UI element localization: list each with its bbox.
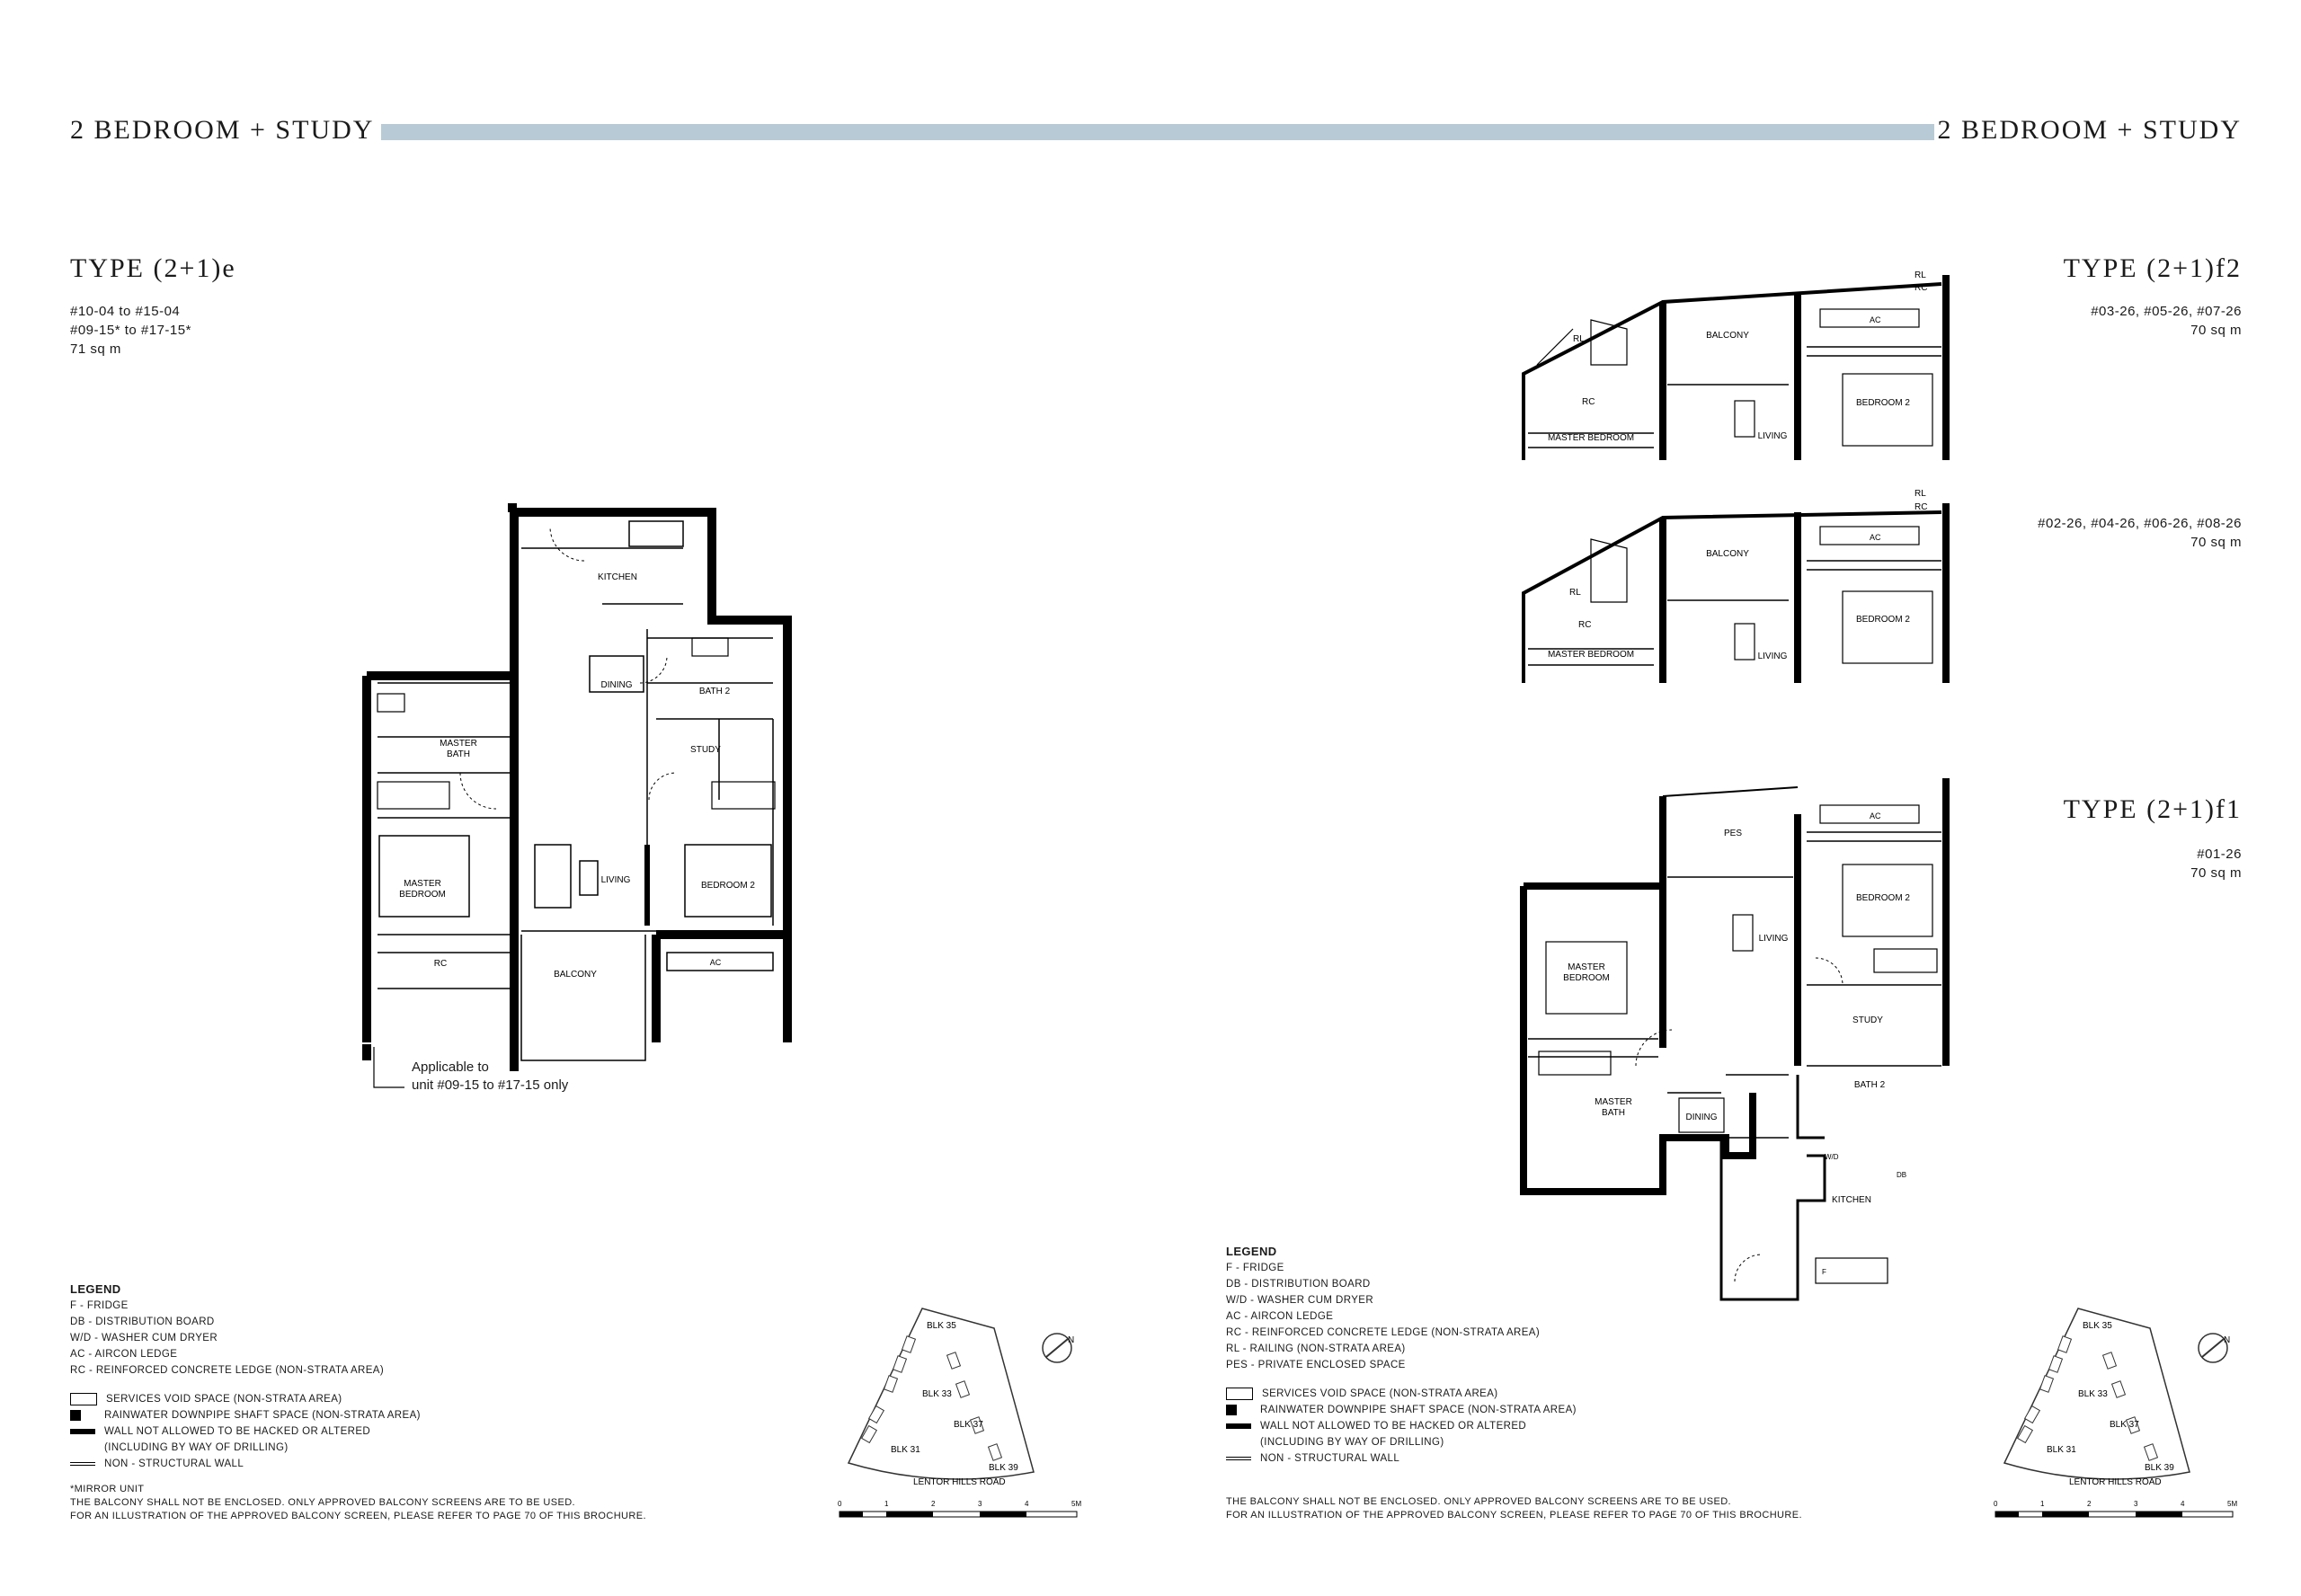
note-line: THE BALCONY SHALL NOT BE ENCLOSED. ONLY APPROVED BALCONY SCREENS ARE TO BE USED.: [70, 1497, 576, 1508]
block-label: BLK 39: [989, 1463, 1018, 1473]
legend-symbol-label: SERVICES VOID SPACE (NON-STRATA AREA): [106, 1394, 342, 1405]
legend-item: PES - PRIVATE ENCLOSED SPACE: [1226, 1360, 1406, 1370]
unit-area: 70 sq m: [2190, 535, 2242, 550]
legend-symbol-label: WALL NOT ALLOWED TO BE HACKED OR ALTERED: [1260, 1421, 1527, 1432]
scale-label: 4: [1025, 1500, 1029, 1508]
floor-plan-2-1-f2-upper: [1519, 266, 1950, 460]
legend-item: DB - DISTRIBUTION BOARD: [70, 1317, 215, 1327]
legend-left: [70, 1281, 421, 1472]
rc-label: RC: [433, 959, 448, 969]
legend-item: AC - AIRCON LEDGE: [1226, 1311, 1334, 1322]
downpipe-shaft-icon: [70, 1410, 81, 1421]
bath-2-label: BATH 2: [1853, 1080, 1886, 1090]
master-bath-label: BATH: [1602, 1108, 1625, 1118]
legend-symbol-label: (INCLUDING BY WAY OF DRILLING): [104, 1442, 289, 1453]
living-label: LIVING: [1757, 431, 1788, 441]
master-bedroom-label: BEDROOM: [1563, 973, 1610, 983]
rc-label: RC: [1578, 620, 1592, 630]
rl-label: RL: [1915, 270, 1926, 280]
legend-item: F - FRIDGE: [70, 1300, 129, 1311]
block-label: BLK 31: [2047, 1445, 2076, 1455]
downpipe-shaft-icon: [1226, 1405, 1237, 1415]
scale-label: 5M: [1071, 1500, 1082, 1508]
block-label: BLK 33: [922, 1389, 952, 1399]
ac-label: AC: [1870, 533, 1881, 542]
scale-label: 0: [838, 1500, 842, 1508]
master-bath-label: BATH: [447, 749, 470, 759]
rl-label: RL: [1915, 489, 1926, 499]
road-label: LENTOR HILLS ROAD: [913, 1477, 1006, 1487]
study-label: STUDY: [1852, 1015, 1883, 1025]
ac-label: AC: [709, 958, 722, 967]
structural-wall-icon: [70, 1429, 95, 1434]
rl-label: RL: [1569, 588, 1581, 598]
non-structural-wall-icon: [1226, 1457, 1251, 1460]
master-bedroom-label: MASTER BEDROOM: [1547, 650, 1635, 660]
kitchen-label: KITCHEN: [598, 572, 637, 582]
legend-item: RC - REINFORCED CONCRETE LEDGE (NON-STRATA AREA): [1226, 1327, 1541, 1338]
north-label: N: [2224, 1335, 2231, 1345]
fridge-label: F: [1822, 1268, 1826, 1276]
note-line: FOR AN ILLUSTRATION OF THE APPROVED BALCONY SCREEN, PLEASE REFER TO PAGE 70 OF THIS BROCHURE.: [1226, 1510, 1802, 1521]
header-divider-bar: [381, 124, 1934, 140]
header-right-title: 2 BEDROOM + STUDY: [1937, 115, 2242, 145]
scale-label: 0: [1994, 1500, 1998, 1508]
key-plan-right: [1988, 1301, 2258, 1535]
living-label: LIVING: [1757, 652, 1788, 661]
scale-label: 1: [884, 1500, 889, 1508]
legend-item: RL - RAILING (NON-STRATA AREA): [1226, 1343, 1406, 1354]
rl-label: RL: [1573, 334, 1585, 344]
kitchen-label: KITCHEN: [1832, 1195, 1871, 1205]
legend-symbol-label: NON - STRUCTURAL WALL: [1260, 1453, 1400, 1464]
block-label: BLK 37: [2110, 1420, 2139, 1430]
road-label: LENTOR HILLS ROAD: [2069, 1477, 2162, 1487]
balcony-label: BALCONY: [1706, 549, 1749, 559]
legend-item: AC - AIRCON LEDGE: [70, 1349, 178, 1360]
notes-left: [70, 1483, 646, 1523]
wd-label: W/D: [1825, 1153, 1839, 1161]
scale-label: 2: [2087, 1500, 2092, 1508]
floor-plan-2-1-e: [360, 503, 809, 1096]
legend-symbol-label: RAINWATER DOWNPIPE SHAFT SPACE (NON-STRATA AREA): [104, 1410, 421, 1421]
legend-symbol-label: (INCLUDING BY WAY OF DRILLING): [1260, 1437, 1444, 1448]
bedroom-2-label: BEDROOM 2: [700, 881, 756, 891]
master-bath-label: MASTER: [440, 739, 477, 749]
legend-item: W/D - WASHER CUM DRYER: [70, 1333, 218, 1343]
unit-range: #01-26: [2197, 847, 2242, 862]
unit-area: 70 sq m: [2190, 323, 2242, 338]
bedroom-2-label: BEDROOM 2: [1855, 893, 1911, 903]
dining-label: DINING: [1685, 1113, 1718, 1122]
living-label: LIVING: [600, 875, 631, 885]
scale-label: 5M: [2227, 1500, 2238, 1508]
unit-range: #09-15* to #17-15*: [70, 323, 191, 338]
study-label: STUDY: [690, 745, 721, 755]
living-label: LIVING: [1758, 934, 1789, 944]
rc-label: RC: [1582, 397, 1595, 407]
north-label: N: [1068, 1335, 1075, 1345]
header-left-title: 2 BEDROOM + STUDY: [70, 115, 375, 145]
balcony-label: BALCONY: [554, 970, 597, 980]
type-2-1-f2-info-b: [2038, 514, 2242, 552]
unit-range: #02-26, #04-26, #06-26, #08-26: [2038, 516, 2242, 531]
pes-label: PES: [1723, 829, 1743, 838]
block-label: BLK 33: [2078, 1389, 2108, 1399]
legend-right: [1226, 1244, 1577, 1467]
master-bedroom-label: MASTER: [404, 879, 441, 889]
scale-label: 2: [931, 1500, 936, 1508]
db-label: DB: [1897, 1171, 1907, 1179]
balcony-label: BALCONY: [1706, 331, 1749, 341]
scale-bar: [838, 1500, 1081, 1517]
type-2-1-e-info: [70, 302, 191, 359]
bedroom-2-label: BEDROOM 2: [1855, 615, 1911, 625]
block-label: BLK 35: [927, 1321, 956, 1331]
master-bath-label: MASTER: [1595, 1097, 1632, 1107]
note-line: *MIRROR UNIT: [70, 1484, 145, 1494]
bedroom-2-label: BEDROOM 2: [1855, 398, 1911, 408]
non-structural-wall-icon: [70, 1462, 95, 1466]
master-bedroom-label: BEDROOM: [399, 890, 446, 900]
applicable-note-line: unit #09-15 to #17-15 only: [412, 1077, 569, 1093]
unit-range: #10-04 to #15-04: [70, 304, 181, 319]
scale-label: 1: [2040, 1500, 2045, 1508]
legend-item: DB - DISTRIBUTION BOARD: [1226, 1279, 1371, 1290]
type-2-1-f1-info: [2190, 845, 2242, 882]
floor-plan-2-1-f2-lower: [1519, 485, 1950, 683]
scale-bar: [1994, 1500, 2237, 1517]
bath-2-label: BATH 2: [698, 687, 731, 696]
block-label: BLK 37: [954, 1420, 983, 1430]
applicable-note-line: Applicable to: [412, 1060, 489, 1075]
rc-label: RC: [1915, 283, 1928, 293]
applicable-note: [412, 1059, 568, 1095]
legend-item: W/D - WASHER CUM DRYER: [1226, 1295, 1374, 1306]
unit-area: 70 sq m: [2190, 865, 2242, 881]
ac-label: AC: [1870, 315, 1881, 324]
notes-right: [1226, 1495, 1802, 1522]
block-label: BLK 39: [2145, 1463, 2174, 1473]
legend-symbol-label: NON - STRUCTURAL WALL: [104, 1459, 244, 1469]
legend-symbol-label: RAINWATER DOWNPIPE SHAFT SPACE (NON-STRATA AREA): [1260, 1405, 1577, 1415]
legend-symbol-label: SERVICES VOID SPACE (NON-STRATA AREA): [1262, 1388, 1498, 1399]
type-2-1-f2-info-a: [2091, 302, 2242, 340]
master-bedroom-label: MASTER: [1568, 962, 1605, 972]
structural-wall-icon: [1226, 1423, 1251, 1429]
type-2-1-e-title: TYPE (2+1)e: [70, 253, 236, 283]
scale-label: 3: [978, 1500, 982, 1508]
unit-area: 71 sq m: [70, 341, 121, 357]
services-void-icon: [70, 1393, 97, 1405]
type-2-1-f2-title: TYPE (2+1)f2: [2063, 253, 2242, 283]
legend-heading: LEGEND: [1226, 1245, 1277, 1258]
type-2-1-f1-title: TYPE (2+1)f1: [2063, 794, 2242, 824]
floor-plan-2-1-f1: [1519, 778, 1950, 1310]
unit-range: #03-26, #05-26, #07-26: [2091, 304, 2242, 319]
block-label: BLK 35: [2083, 1321, 2112, 1331]
legend-symbol-label: WALL NOT ALLOWED TO BE HACKED OR ALTERED: [104, 1426, 371, 1437]
block-label: BLK 31: [891, 1445, 920, 1455]
note-line: FOR AN ILLUSTRATION OF THE APPROVED BALCONY SCREEN, PLEASE REFER TO PAGE 70 OF THIS BROCHURE.: [70, 1511, 646, 1521]
master-bedroom-label: MASTER BEDROOM: [1547, 433, 1635, 443]
legend-item: RC - REINFORCED CONCRETE LEDGE (NON-STRATA AREA): [70, 1365, 385, 1376]
services-void-icon: [1226, 1388, 1253, 1400]
ac-label: AC: [1870, 811, 1881, 820]
key-plan-left: [832, 1301, 1102, 1535]
legend-heading: LEGEND: [70, 1282, 121, 1296]
scale-label: 3: [2134, 1500, 2138, 1508]
note-line: THE BALCONY SHALL NOT BE ENCLOSED. ONLY APPROVED BALCONY SCREENS ARE TO BE USED.: [1226, 1496, 1732, 1507]
dining-label: DINING: [600, 680, 633, 690]
rc-label: RC: [1915, 502, 1928, 512]
scale-label: 4: [2181, 1500, 2185, 1508]
legend-item: F - FRIDGE: [1226, 1263, 1284, 1273]
